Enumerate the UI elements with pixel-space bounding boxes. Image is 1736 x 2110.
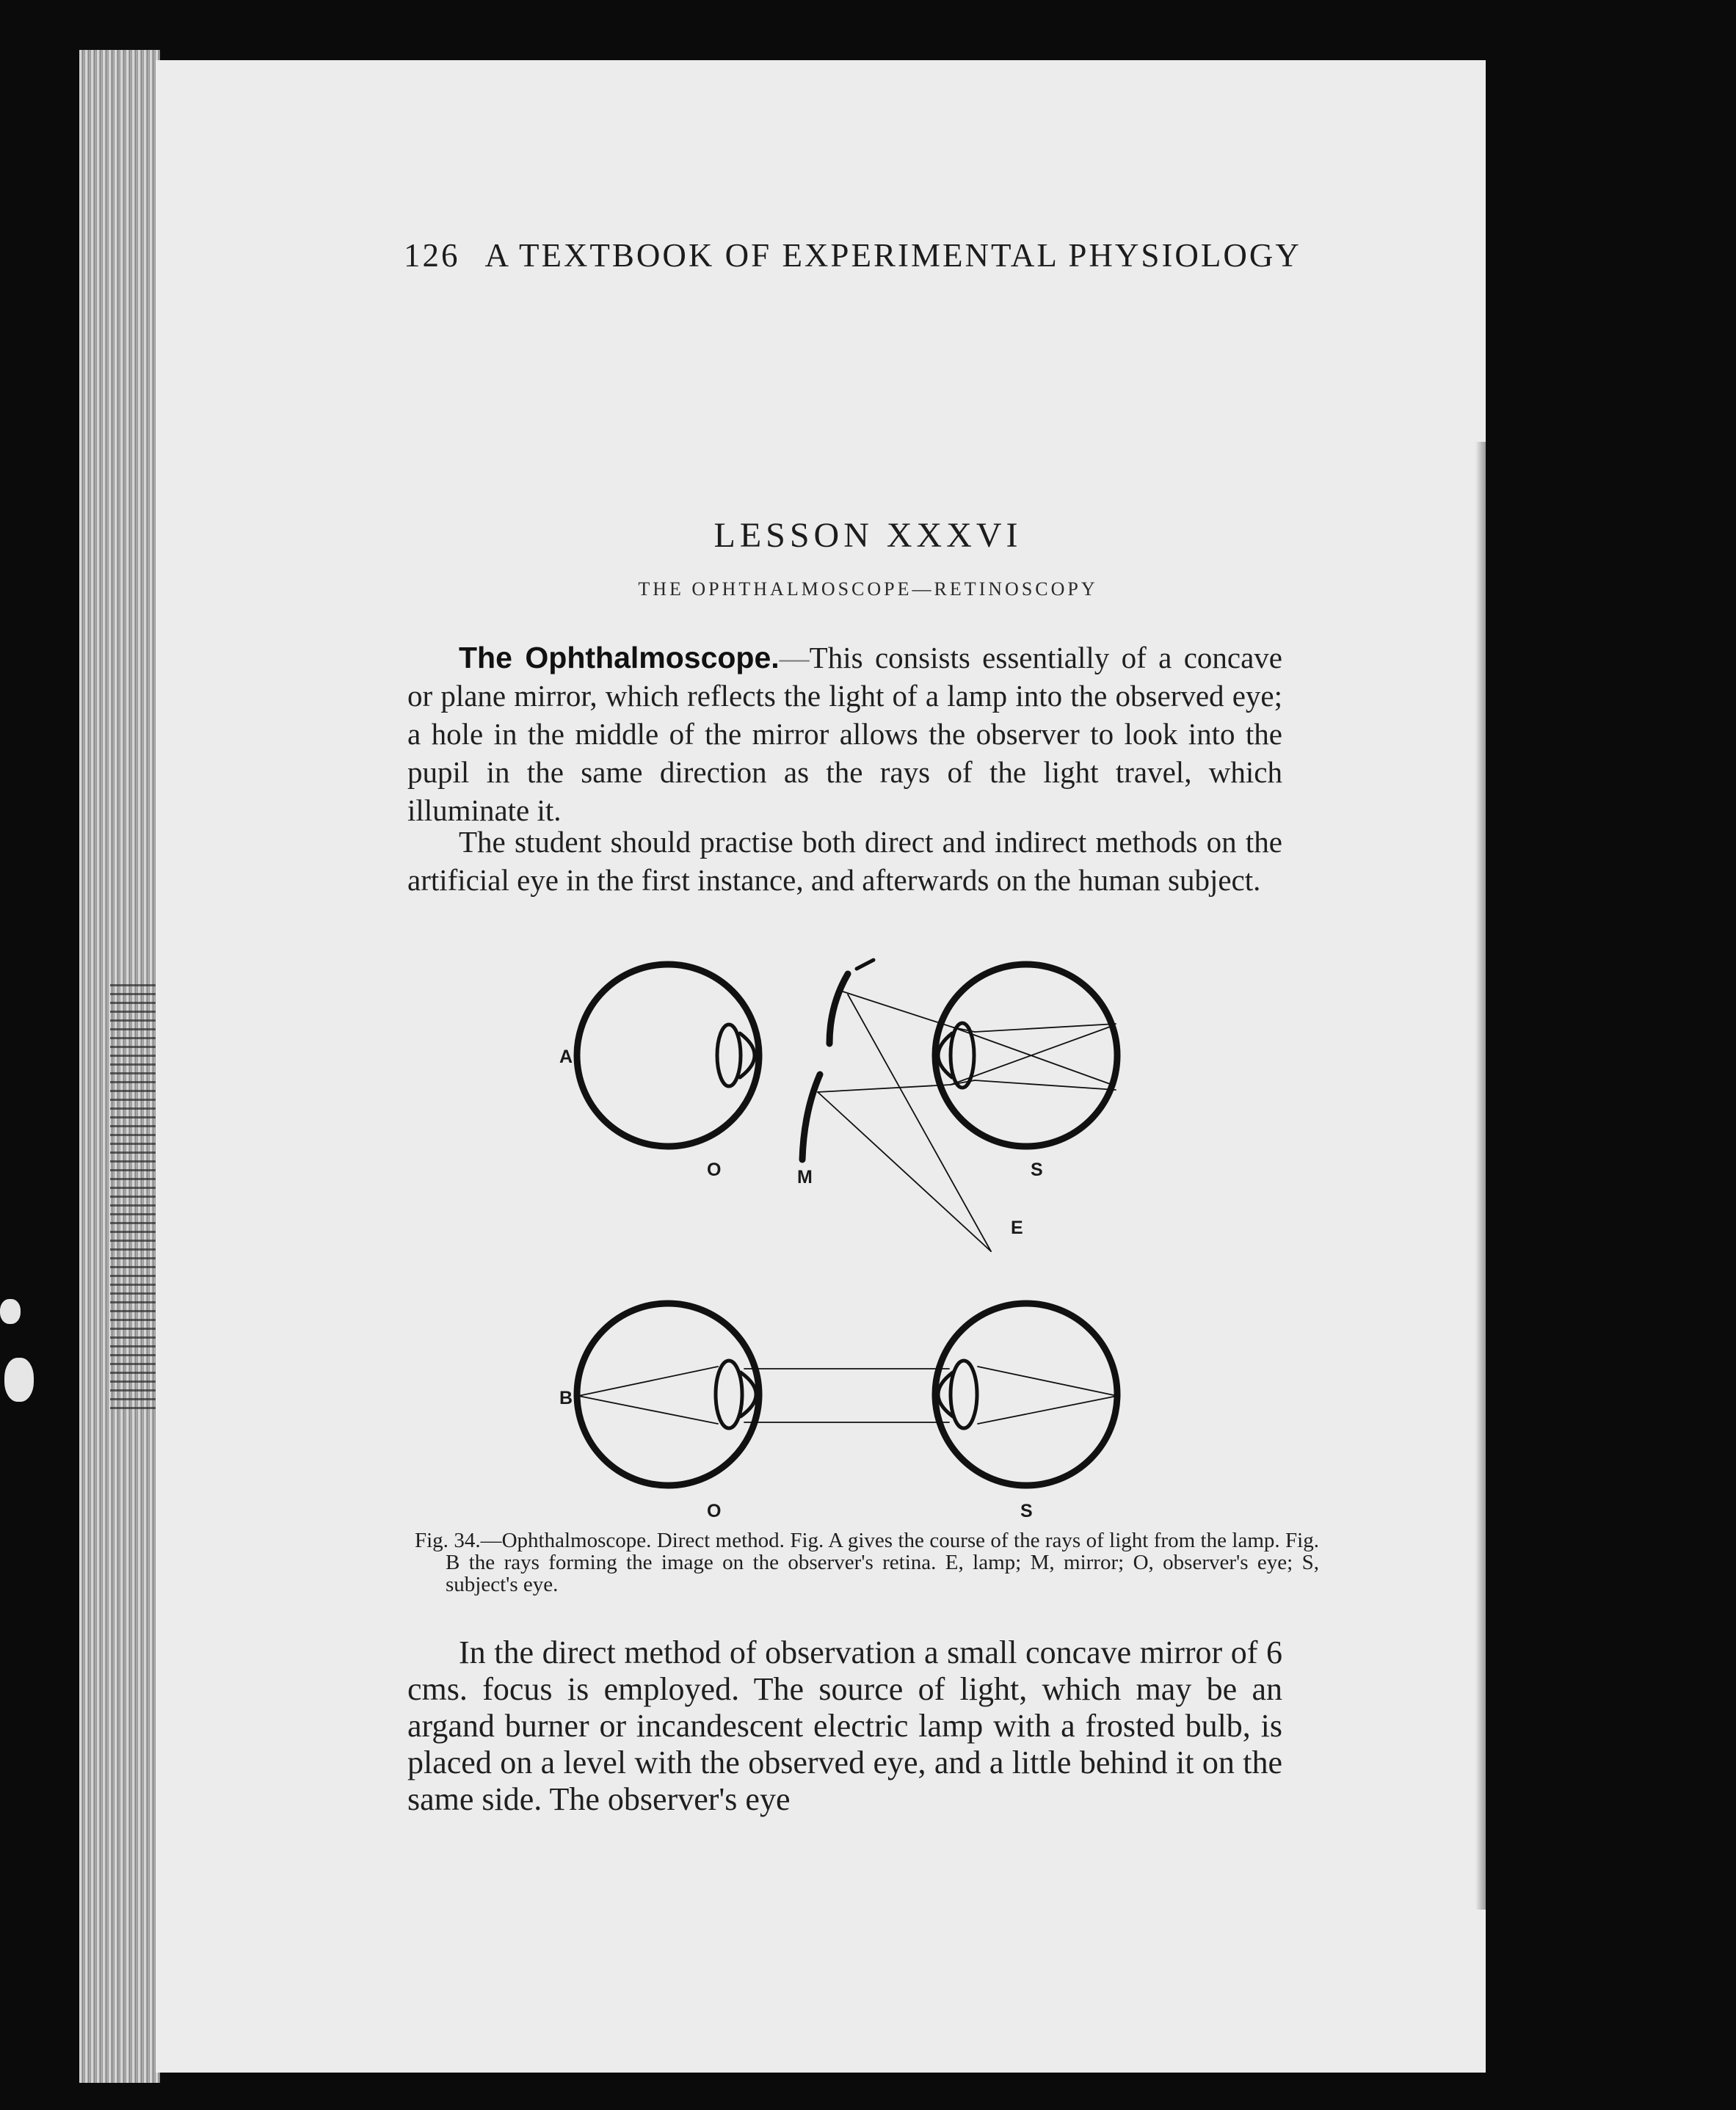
mirror-upper: [829, 974, 848, 1044]
figure-caption: Fig. 34.—Ophthalmoscope. Direct method. Fig. A gives the course of the rays of light from the lamp. Fig. B the rays forming the image on the observer's retina. E, lamp; M, mirror; O, observer's eye; S, subject's eye.: [415, 1529, 1319, 1596]
subject-lens-b: [951, 1361, 977, 1428]
lesson-subtitle: THE OPHTHALMOSCOPE—RETINOSCOPY: [638, 578, 1098, 600]
section-heading: The Ophthalmoscope.: [459, 641, 780, 674]
paragraph-student-practice: The student should practise both direct and indirect methods on the artificial eye in the first instance, and afterwards on the human subject.: [407, 825, 1282, 897]
rays-fig-b: [578, 1367, 1117, 1424]
observer-eye-b: [577, 1303, 759, 1485]
label-a: A: [559, 1047, 573, 1067]
subject-eye-b: [935, 1303, 1117, 1485]
ophthalmoscope-figure: [559, 954, 1145, 1534]
mirror-lower: [802, 1074, 820, 1160]
observer-lens-b: [716, 1361, 742, 1428]
page-shadow-edge: [1475, 442, 1486, 1910]
paragraph-direct-method: In the direct method of observation a small concave mirror of 6 cms. focus is employed. The source of light, which may be an argand burner or incandescent electric lamp with a frosted bulb, is placed on a level with the observed eye, and a little behind it on the same side. The observer's eye: [407, 1634, 1282, 1817]
mirror-handle: [857, 960, 874, 969]
paragraph-text: This consists essentially of a concave or plane mirror, which reflects the light of a lamp into the observed eye; a hole in the middle of the mirror allows the observer to look into the pupil in the same direction as the rays of the light travel, which illuminate it.: [407, 641, 1282, 827]
lesson-title: LESSON XXXVI: [713, 516, 1023, 555]
label-s-bottom: S: [1020, 1501, 1033, 1521]
running-header: [404, 236, 1301, 274]
label-m: M: [797, 1167, 813, 1187]
subject-eye-a: [935, 964, 1117, 1146]
label-e: E: [1011, 1218, 1023, 1238]
label-o-bottom: O: [707, 1501, 722, 1521]
label-b: B: [559, 1388, 573, 1408]
paragraph-ophthalmoscope: [407, 639, 1282, 829]
label-s-top: S: [1031, 1160, 1043, 1180]
running-title: A TEXTBOOK OF EXPERIMENTAL PHYSIOLOGY: [484, 237, 1301, 274]
page-number: 126: [404, 237, 460, 274]
observer-eye-a: [577, 964, 759, 1146]
scan-speck: [0, 1299, 21, 1324]
scan-speck: [4, 1358, 34, 1402]
observer-lens-a: [717, 1025, 741, 1086]
label-o-top: O: [707, 1160, 722, 1180]
heading-dash: —: [779, 641, 810, 674]
